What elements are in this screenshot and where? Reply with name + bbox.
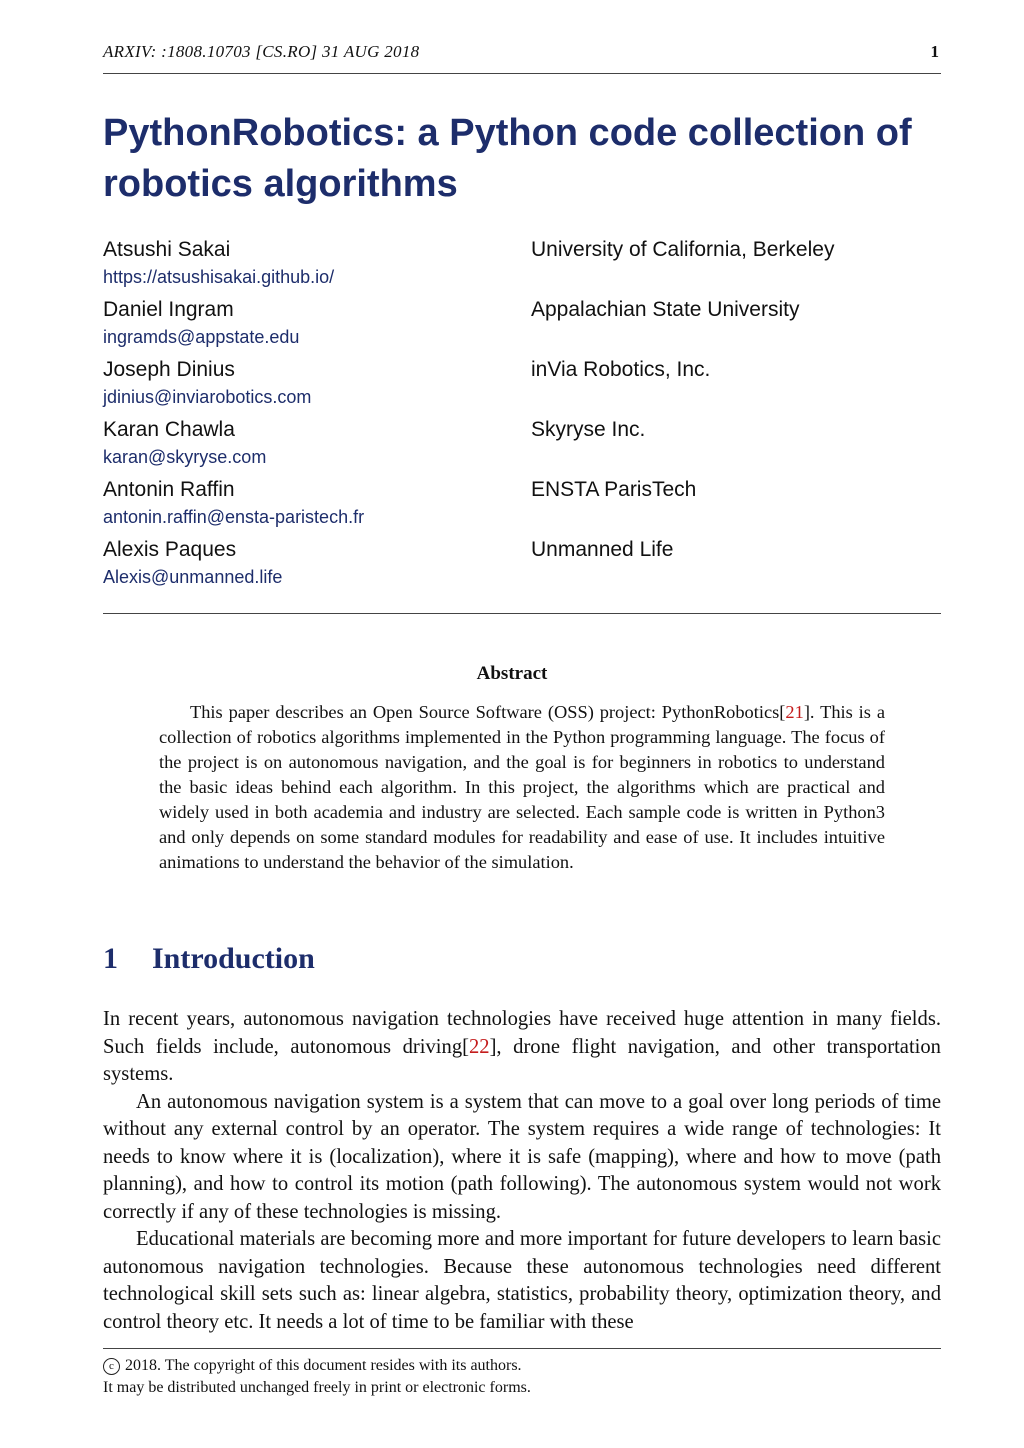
paper-title: PythonRobotics: a Python code collection of robotics algorithms bbox=[103, 112, 912, 205]
copyright-footnote bbox=[103, 1355, 531, 1399]
introduction-body bbox=[103, 1006, 941, 1336]
divider bbox=[103, 613, 941, 614]
author-name: Joseph Dinius bbox=[103, 358, 235, 381]
author-email-link[interactable]: antonin.raffin@ensta-paristech.fr bbox=[103, 507, 365, 527]
abstract-text: This paper describes an Open Source Software (OSS) project: PythonRobotics[ bbox=[190, 702, 786, 722]
footnote-line: 2018. The copyright of this document resides with its authors. bbox=[125, 1357, 522, 1374]
paragraph bbox=[103, 1006, 941, 1089]
author-homepage-link[interactable]: https://atsushisakai.github.io/ bbox=[103, 267, 335, 287]
author-entry bbox=[103, 358, 941, 418]
copyright-icon: c bbox=[103, 1358, 120, 1375]
footnote-line: It may be distributed unchanged freely in print or electronic forms. bbox=[103, 1379, 531, 1396]
header-arxiv-id: ARXIV: :1808.10703 [CS.RO] 31 AUG 2018 bbox=[103, 42, 420, 61]
section-title: Introduction bbox=[152, 942, 315, 975]
author-affiliation: Skyryse Inc. bbox=[531, 418, 646, 441]
citation-link[interactable]: 22 bbox=[468, 1035, 490, 1058]
author-email-link[interactable]: Alexis@unmanned.life bbox=[103, 567, 283, 587]
author-entry bbox=[103, 478, 941, 538]
author-email-link[interactable]: ingramds@appstate.edu bbox=[103, 327, 300, 347]
author-name: Antonin Raffin bbox=[103, 478, 235, 501]
author-affiliation: inVia Robotics, Inc. bbox=[531, 358, 711, 381]
citation-link[interactable]: 21 bbox=[785, 702, 804, 722]
paragraph: Educational materials are becoming more and more important for future developers to learn basic autonomous navigation technologies. Because these autonomous technologies need different technological skill sets such as: linear algebra, statistics, probability theory, optimization theory, and control theory etc. It needs a lot of time to be familiar with these bbox=[103, 1228, 941, 1333]
paragraph-text: In recent years, autonomous navigation technologies have received huge attention in many fields. Such fields include, autonomous driving[ bbox=[103, 1008, 941, 1058]
author-entry bbox=[103, 418, 941, 478]
abstract-body bbox=[159, 700, 885, 875]
author-email-link[interactable]: karan@skyryse.com bbox=[103, 447, 267, 467]
author-name: Daniel Ingram bbox=[103, 298, 234, 321]
author-entry bbox=[103, 238, 941, 298]
author-entry bbox=[103, 538, 941, 598]
author-affiliation: Unmanned Life bbox=[531, 538, 674, 561]
author-name: Atsushi Sakai bbox=[103, 238, 231, 261]
author-entry bbox=[103, 298, 941, 358]
paragraph-text: ], drone flight navigation, and other transportation systems. bbox=[103, 1035, 941, 1085]
running-header bbox=[103, 40, 941, 74]
footnote-rule bbox=[103, 1348, 941, 1349]
section-heading bbox=[103, 942, 315, 976]
author-affiliation: Appalachian State University bbox=[531, 298, 800, 321]
author-affiliation: University of California, Berkeley bbox=[531, 238, 835, 261]
abstract-heading: Abstract bbox=[476, 663, 548, 684]
author-email-link[interactable]: jdinius@inviarobotics.com bbox=[103, 387, 312, 407]
abstract-text: ]. This is a collection of robotics algorithms implemented in the Python programming language. The focus of the project is on autonomous navigation, and the goal is for beginners in robotics to understand the basic ideas behind each algorithm. In this project, the algorithms which are practical and widely used in both academia and industry are selected. Each sample code is written in Python3 and only depends on some standard modules for readability and ease of use. It includes intuitive animations to understand the behavior of the simulation. bbox=[159, 702, 885, 872]
paragraph: An autonomous navigation system is a system that can move to a goal over long periods of time without any external control by an operator. The system requires a wide range of technologies: It needs to know where it is (localization), where it is safe (mapping), where and how to move (path planning), and how to control its motion (path following). The autonomous system would not work correctly if any of these technologies is missing. bbox=[103, 1090, 941, 1223]
page-number: 1 bbox=[930, 42, 939, 61]
author-name: Karan Chawla bbox=[103, 418, 235, 441]
section-number: 1 bbox=[103, 942, 118, 975]
author-name: Alexis Paques bbox=[103, 538, 237, 561]
author-affiliation: ENSTA ParisTech bbox=[531, 478, 697, 501]
